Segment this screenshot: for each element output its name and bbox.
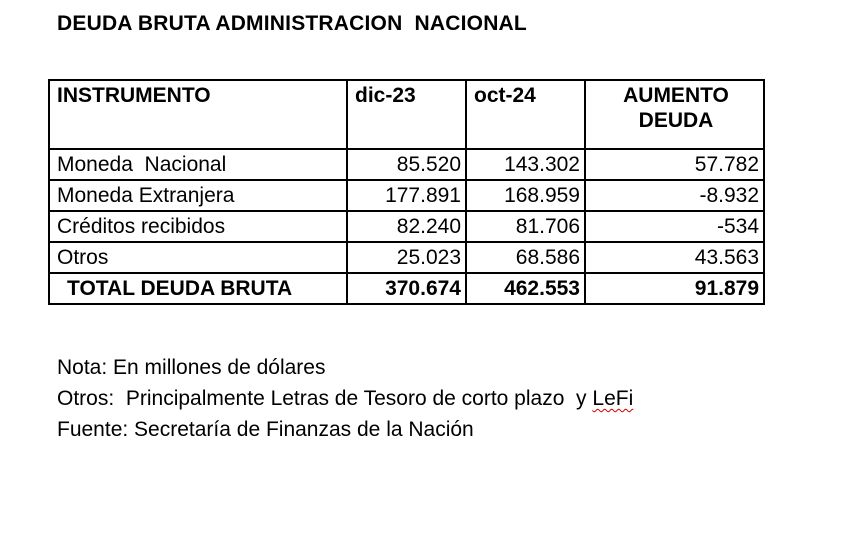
total-aumento: 91.879 — [585, 273, 764, 304]
row-oct-24: 81.706 — [466, 211, 585, 242]
note-otros — [57, 383, 633, 414]
row-oct-24: 168.959 — [466, 180, 585, 211]
row-dic-23: 85.520 — [347, 149, 466, 180]
table-row — [49, 242, 764, 273]
row-label: Moneda Nacional — [49, 149, 347, 180]
row-oct-24: 143.302 — [466, 149, 585, 180]
header-aumento-deuda: AUMENTO DEUDA — [585, 80, 764, 149]
row-label: Moneda Extranjera — [49, 180, 347, 211]
note-source: Fuente: Secretaría de Finanzas de la Nación — [57, 418, 474, 441]
row-label: Créditos recibidos — [49, 211, 347, 242]
row-dic-23: 177.891 — [347, 180, 466, 211]
total-label: TOTAL DEUDA BRUTA — [49, 273, 347, 304]
table-row — [49, 180, 764, 211]
table-total-row — [49, 273, 764, 304]
row-label: Otros — [49, 242, 347, 273]
total-oct-24: 462.553 — [466, 273, 585, 304]
header-oct-24: oct-24 — [466, 80, 585, 149]
row-dic-23: 25.023 — [347, 242, 466, 273]
note-otros-lefi: LeFi — [592, 387, 634, 410]
debt-table — [48, 79, 765, 305]
table-row — [49, 149, 764, 180]
notes-block — [57, 352, 633, 445]
row-aumento: 57.782 — [585, 149, 764, 180]
header-dic-23: dic-23 — [347, 80, 466, 149]
table-header-row — [49, 80, 764, 149]
row-aumento: -534 — [585, 211, 764, 242]
note-otros-text: Otros: Principalmente Letras de Tesoro de corto plazo y — [57, 387, 593, 410]
total-dic-23: 370.674 — [347, 273, 466, 304]
row-aumento: -8.932 — [585, 180, 764, 211]
document-title: DEUDA BRUTA ADMINISTRACION NACIONAL — [57, 12, 527, 35]
header-instrumento: INSTRUMENTO — [49, 80, 347, 149]
row-oct-24: 68.586 — [466, 242, 585, 273]
row-aumento: 43.563 — [585, 242, 764, 273]
row-dic-23: 82.240 — [347, 211, 466, 242]
table-row — [49, 211, 764, 242]
note-units: Nota: En millones de dólares — [57, 356, 326, 379]
